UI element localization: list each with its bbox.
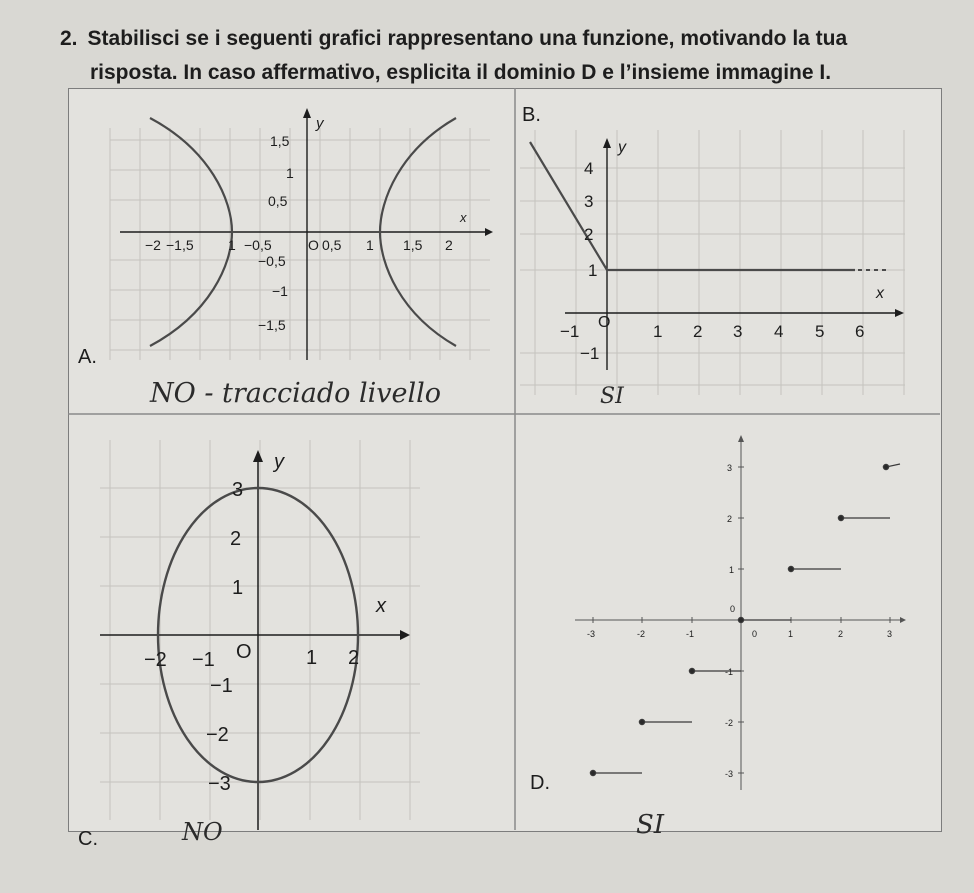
question-line-2: risposta. In caso affermativo, esplicita il dominio D e l’insieme immagine I. — [90, 61, 832, 84]
graph-b-ytick: 2 — [584, 225, 594, 244]
graph-d-xtick: 2 — [838, 629, 844, 639]
graph-c-xtick: 1 — [306, 647, 318, 669]
question-line-1: 2. Stabilisci se i seguenti grafici rappresentano una funzione, motivando la tua — [60, 27, 848, 50]
graph-c-x-arrow — [400, 630, 410, 640]
graph-d — [575, 435, 906, 790]
graph-a-ytick: 1 — [286, 165, 294, 181]
graph-a-answer: NO - tracciado livello — [150, 378, 442, 409]
graph-c-ytick: −1 — [210, 675, 233, 697]
graph-d-ytick: 0 — [730, 604, 736, 614]
graph-a-xtick: −2 — [145, 237, 161, 253]
graph-d-answer: SI — [636, 810, 665, 840]
graph-b — [520, 130, 905, 395]
graph-c-xtick: O — [236, 641, 252, 663]
graph-b-curve — [530, 142, 855, 270]
graph-b-y-arrow — [603, 138, 611, 148]
graph-b-ytick: −1 — [580, 344, 600, 363]
graph-b-ytick: 1 — [588, 261, 598, 280]
graph-d-xtick: -3 — [587, 629, 596, 639]
graph-c-x-label: x — [376, 595, 386, 617]
graph-a-xtick: −0,5 — [244, 237, 272, 253]
graph-a-ytick: −1,5 — [258, 317, 286, 333]
graph-c-ytick: 1 — [232, 577, 244, 599]
graph-d-ytick: -2 — [725, 718, 734, 728]
graph-a-ytick: −0,5 — [258, 253, 286, 269]
graph-b-x-label: x — [876, 285, 884, 302]
graph-d-xtick: 3 — [887, 629, 893, 639]
graph-a-xtick: 2 — [445, 237, 453, 253]
graph-d-xtick: 0 — [752, 629, 758, 639]
graph-b-xtick: 1 — [653, 322, 663, 341]
graph-b-grid — [520, 130, 905, 395]
graph-b-y-label: y — [618, 139, 626, 156]
graph-d-xtick: -1 — [686, 629, 695, 639]
graph-c-label: C. — [78, 828, 98, 850]
graph-a-xtick: O — [308, 237, 319, 253]
graph-c-y-label: y — [274, 451, 284, 473]
graph-c — [100, 440, 420, 830]
graph-c-ytick: −2 — [206, 724, 229, 746]
graph-a-xtick: 1,5 — [403, 237, 423, 253]
graph-d-ytick: 3 — [727, 463, 733, 473]
graph-a-xtick: 1 — [228, 237, 236, 253]
graph-a-x-arrow — [485, 228, 493, 236]
graph-b-x-arrow — [895, 309, 904, 317]
graph-b-xtick: 3 — [733, 322, 743, 341]
graph-b-xtick: 2 — [693, 322, 703, 341]
graph-c-y-arrow — [253, 450, 263, 462]
graph-d-xtick: -2 — [637, 629, 646, 639]
graph-a-label: A. — [78, 346, 97, 368]
graph-b-label: B. — [522, 104, 541, 126]
graph-b-ytick: 3 — [584, 192, 594, 211]
graph-b-answer: SI — [600, 384, 624, 409]
graph-b-xtick: −1 — [560, 322, 580, 341]
graph-a-ytick: 0,5 — [268, 193, 288, 209]
graph-a-xtick: 1 — [366, 237, 374, 253]
graph-d-ytick: -3 — [725, 769, 734, 779]
graph-a-y-arrow — [303, 108, 311, 118]
question-number: 2. — [60, 27, 78, 50]
graph-a-x-label: x — [460, 210, 467, 225]
graph-c-xtick: −2 — [144, 649, 167, 671]
graph-b-xtick: 6 — [855, 322, 865, 341]
graph-a-xtick: −1,5 — [166, 237, 194, 253]
graph-d-y-arrow — [738, 435, 744, 442]
graph-a-ytick: −1 — [272, 283, 288, 299]
graph-b-xtick: O — [598, 314, 611, 331]
graph-c-xtick: −1 — [192, 649, 215, 671]
graph-c-xtick: 2 — [348, 647, 360, 669]
graph-a-xtick: 0,5 — [322, 237, 342, 253]
graph-c-ytick: 3 — [232, 479, 244, 501]
graph-d-ytick: 2 — [727, 514, 733, 524]
graph-d-label: D. — [530, 772, 550, 794]
graph-c-answer: NO — [182, 818, 223, 846]
graph-d-ytick: -1 — [725, 667, 734, 677]
graph-b-xtick: 4 — [774, 322, 784, 341]
graph-d-x-arrow — [900, 617, 906, 623]
graph-d-xtick: 1 — [788, 629, 794, 639]
graph-b-xtick: 5 — [815, 322, 825, 341]
graph-a-ytick: 1,5 — [270, 133, 290, 149]
graph-a — [110, 108, 493, 360]
graph-b-ytick: 4 — [584, 159, 594, 178]
graph-c-grid — [100, 440, 420, 820]
graph-c-ytick: −3 — [208, 773, 231, 795]
graph-a-y-label: y — [316, 115, 324, 132]
graph-d-ytick: 1 — [729, 565, 735, 575]
graph-c-ytick: 2 — [230, 528, 242, 550]
